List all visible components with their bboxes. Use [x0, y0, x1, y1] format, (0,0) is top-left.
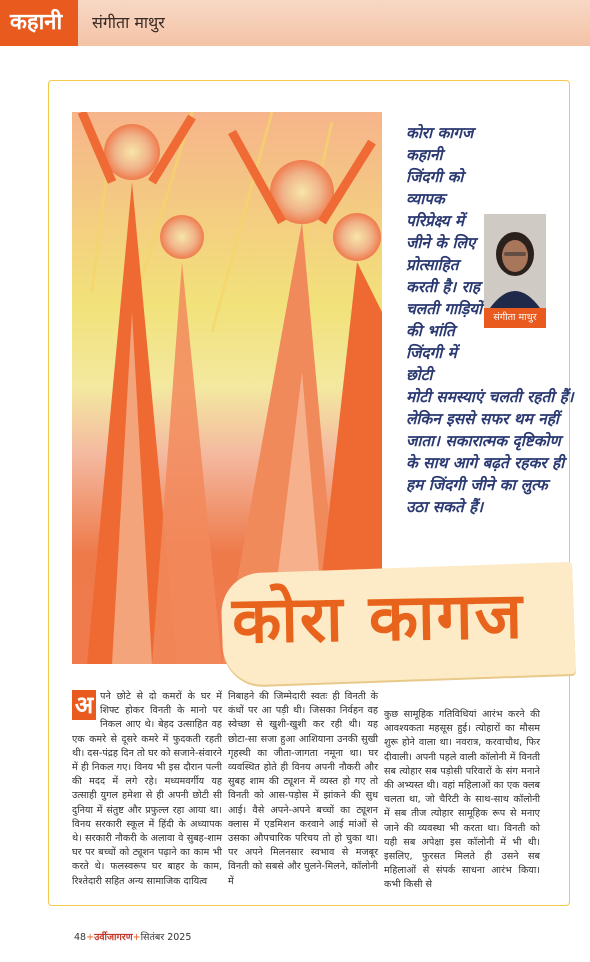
header-author: संगीता माथुर — [92, 13, 165, 32]
author-portrait-icon — [484, 214, 546, 308]
page-header — [0, 0, 590, 46]
pull-quote-top: कोरा कागज कहानी जिंदगी को व्यापक परिप्रेक्ष्य में जीने के लिए प्रोत्साहित करती है। राह चलती गाड़ियों की भांति जिंदगी में छोटी — [406, 124, 483, 384]
article-column-2: निबाहने की जिम्मेदारी स्वतः ही विनती के कंधों पर आ पड़ी थी। जिसका निर्वहन वह स्वेच्छा से खुशी-खुशी कर रही थी। यह छोटा-सा सजा हुआ आशियाना उनकी सुखी गृहस्थी का जीता-जागता नमूना था। घर व्यवस्थित होते ही विनय अपनी नौकरी और सुबह शाम की ट्यूशन में व्यस्त हो गए तो विनती को आस-पड़ोस में झांकने की सुध आई। वैसे अपने-अपने बच्चों का ट्यूशन क्लास में एडमिशन करवाने आई मांओं से उसका औपचारिक परिचय तो हो चुका था। पर अपने मिलनसार स्वभाव से मजबूर विनती को सबसे और घुलने-मिलने, कॉलोनी में — [228, 691, 378, 887]
section-tag: कहानी — [0, 0, 78, 46]
article-column-1-text: पने छोटे से दो कमरों के घर में शिफ्ट होकर विनती के मानो पर निकल आए थे। बेहद उत्साहित वह एक कमरे से दूसरे कमरे में फुदकती रहती थी। दस-पंद्रह दिन तो घर को सजाने-संवारने में ही निकल गए। विनय भी इस दौरान पत्नी की मदद में लगे रहे। मध्यमवर्गीय यह उत्साही युगल हमेशा से ही अपनी छोटी सी दुनिया में संतुष्ट और प्रफुल्ल रहा आया था। विनय सरकारी स्कूल में हिंदी के अध्यापक थे। सरकारी नौकरी के अलावा वे सुबह-शाम घर पर बच्चों को ट्यूशन पढ़ाने का काम भी करते थे। फलस्वरूप घर बाहर के काम, रिश्तेदारी सहित अन्य सामाजिक दायित्व — [72, 691, 222, 887]
magazine-brand: उर्वीजागरण — [94, 932, 133, 943]
article-column-3: कुछ सामूहिक गतिविधियां आरंभ करने की आवश्यकता महसूस हुई। त्योहारों का मौसम शुरू होने वाला था। नवरात्र, करवाचौथ, फिर दीवाली। अपनी पहले वाली कॉलोनी में विनती सब त्योहार सब पड़ोसी परिवारों के संग मनाने की अभ्यस्त थी। वहां महिलाओं का एक क्लब चलता था, जो चैरिटी के साथ-साथ कॉलोनी में सब तीज त्योहार सामूहिक रूप से मनाए जाने की व्यवस्था भी करता था। विनती को यही सब अपेक्षा इस कॉलोनी में भी थी। इसलिए, फुरसत मिलते ही उसने सब महिलाओं से संपर्क साधना आरंभ किया। कभी किसी से — [384, 709, 540, 891]
page-number: 48 — [74, 932, 87, 943]
author-caption: संगीता माथुर — [484, 308, 546, 328]
issue-date: सितंबर 2025 — [140, 932, 192, 943]
story-title: कोरा कागज — [231, 578, 525, 659]
pull-quote-bottom: मोटी समस्याएं चलती रहती हैं। लेकिन इससे सफर थम नहीं जाता। सकारात्मक दृष्टिकोण के साथ आगे बढ़ते रहकर ही हम जिंदगी जीने का लुत्फ उठा सकते हैं। — [406, 388, 574, 516]
author-photo — [484, 214, 546, 308]
drop-cap: अ — [72, 690, 96, 720]
page-footer: 48+उर्वीजागरण+सितंबर 2025 — [74, 932, 192, 943]
article-column-1 — [72, 690, 222, 889]
